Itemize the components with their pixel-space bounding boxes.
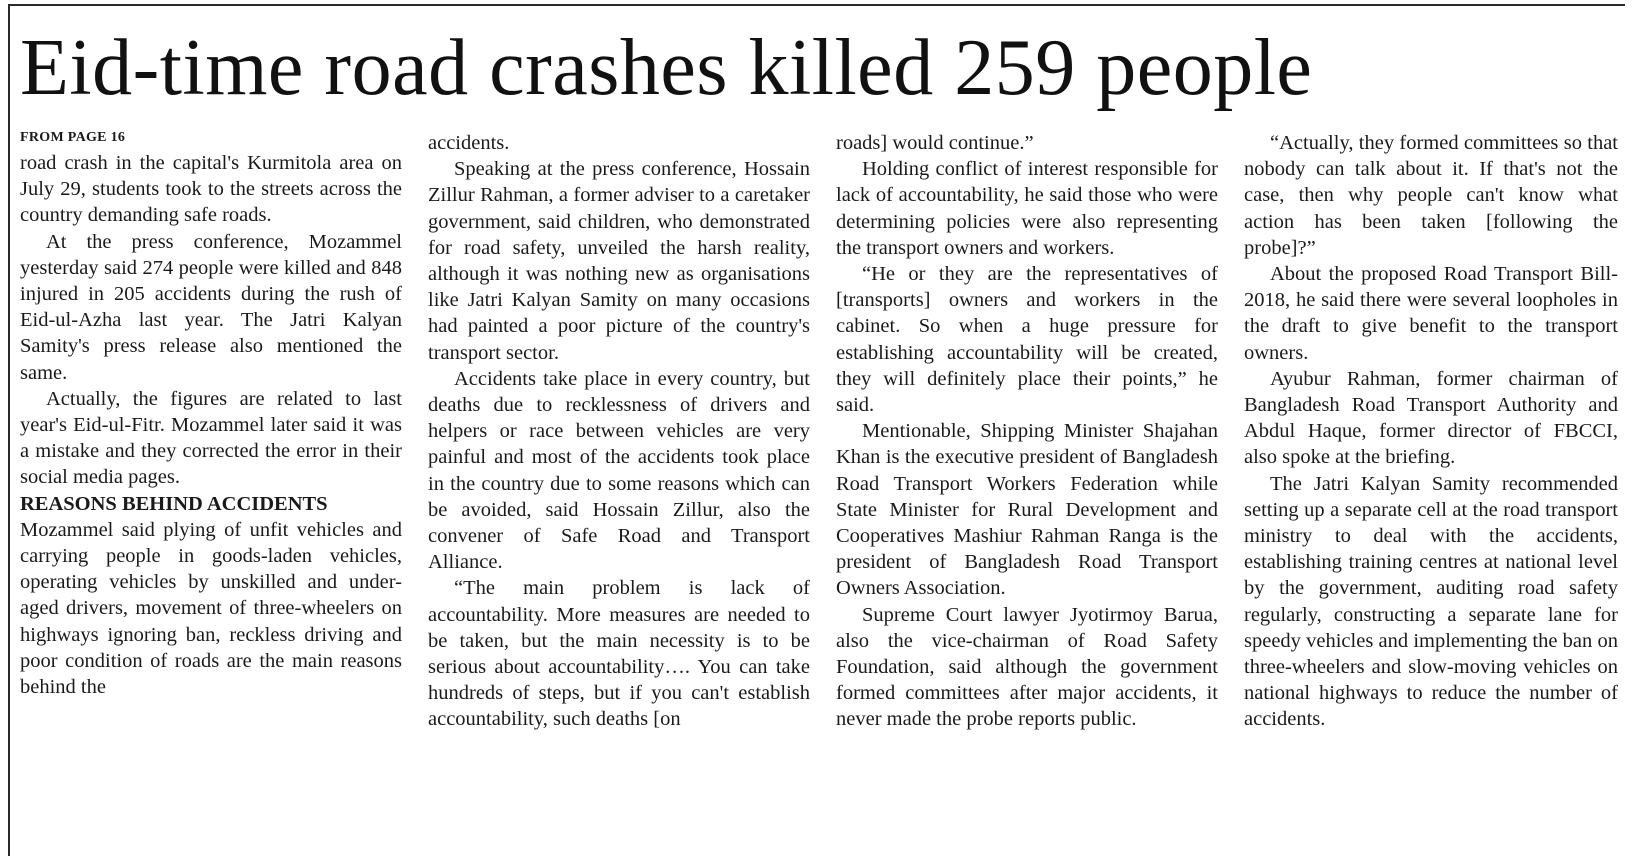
paragraph: The Jatri Kalyan Samity recommended setting up a separate cell at the road transport ministry to deal with the accidents, establishing training centres at national level by the government, auditing road safety regularly, constructing a separate lane for speedy vehicles and implementing the ban on three-wheelers and slow-moving vehicles on national highways to reduce the number of accidents. <box>1244 472 1618 731</box>
paragraph: “Actually, they formed committees so that nobody can talk about it. If that's not the case, then why people can't know what action has been taken [following the probe]?” <box>1244 132 1618 259</box>
paragraph: Mentionable, Shipping Minister Shajahan Khan is the executive president of Bangladesh Road Transport Workers Federation while State Minister for Rural Development and Cooperatives Mashiur Rahman Ranga is the president of Bangladesh Road Transport Owners Association. <box>836 420 1218 600</box>
paragraph: accidents. <box>428 132 510 154</box>
paragraph: roads] would continue.” <box>836 132 1034 154</box>
paragraph: Accidents take place in every country, but deaths due to recklessness of drivers and helpers or race between vehicles are very painful and most of the accidents took place in the country due to some reasons which can be avoided, said Hossain Zillur, also the convener of Safe Road and Transport Alliance. <box>428 367 810 574</box>
paragraph: “The main problem is lack of accountability. More measures are needed to be taken, but the main necessity is to be serious about accountability…. You can take hundreds of steps, but if you can't establish accountability, such deaths [on <box>428 577 810 731</box>
subheading: REASONS BEHIND ACCIDENTS <box>20 492 328 515</box>
column-1 <box>20 130 402 856</box>
paragraph: At the press conference, Mozammel yesterday said 274 people were killed and 848 injured in 205 accidents during the rush of Eid-ul-Azha last year. The Jatri Kalyan Samity's press release also mentioned the same. <box>20 230 402 384</box>
paragraph: About the proposed Road Transport Bill-2018, he said there were several loopholes in the draft to give benefit to the transport owners. <box>1244 263 1618 364</box>
paragraph: Holding conflict of interest responsible for lack of accountability, he said those who were determining policies were also representing the transport owners and workers. <box>836 158 1218 259</box>
paragraph: Actually, the figures are related to last year's Eid-ul-Fitr. Mozammel later said it was a mistake and they corrected the error in their social media pages. <box>20 387 402 489</box>
paragraph: “He or they are the representatives of [transports] owners and workers in the cabinet. So when a huge pressure for establishing accountability will be created, they will definitely place their points,” he said. <box>836 263 1218 417</box>
paragraph: road crash in the capital's Kurmitola area on July 29, students took to the streets across the country demanding safe roads. <box>20 152 402 227</box>
paragraph: Speaking at the press conference, Hossain Zillur Rahman, a former adviser to a caretaker government, said children, who demonstrated for road safety, unveiled the harsh reality, although it was nothing new as organisations like Jatri Kalyan Samity on many occasions had painted a poor picture of the country's transport sector. <box>428 158 810 364</box>
headline: Eid-time road crashes killed 259 people <box>20 24 1313 112</box>
column-3 <box>836 130 1218 856</box>
paragraph: Ayubur Rahman, former chairman of Bangladesh Road Transport Authority and Abdul Haque, former director of FBCCI, also spoke at the briefing. <box>1244 367 1618 469</box>
column-2 <box>428 130 810 856</box>
paragraph: Supreme Court lawyer Jyotirmoy Barua, also the vice-chairman of Road Safety Foundation, said although the government formed committees after major accidents, it never made the probe reports public. <box>836 603 1218 731</box>
newspaper-page <box>8 4 1625 856</box>
continuation-label: FROM PAGE 16 <box>20 130 126 145</box>
paragraph: Mozammel said plying of unfit vehicles and carrying people in goods-laden vehicles, operating vehicles by unskilled and under-aged drivers, movement of three-wheelers on highways ignoring ban, reckless driving and poor condition of roads are the main reasons behind the <box>20 518 402 699</box>
column-4 <box>1244 130 1618 856</box>
article-body <box>20 130 1618 856</box>
